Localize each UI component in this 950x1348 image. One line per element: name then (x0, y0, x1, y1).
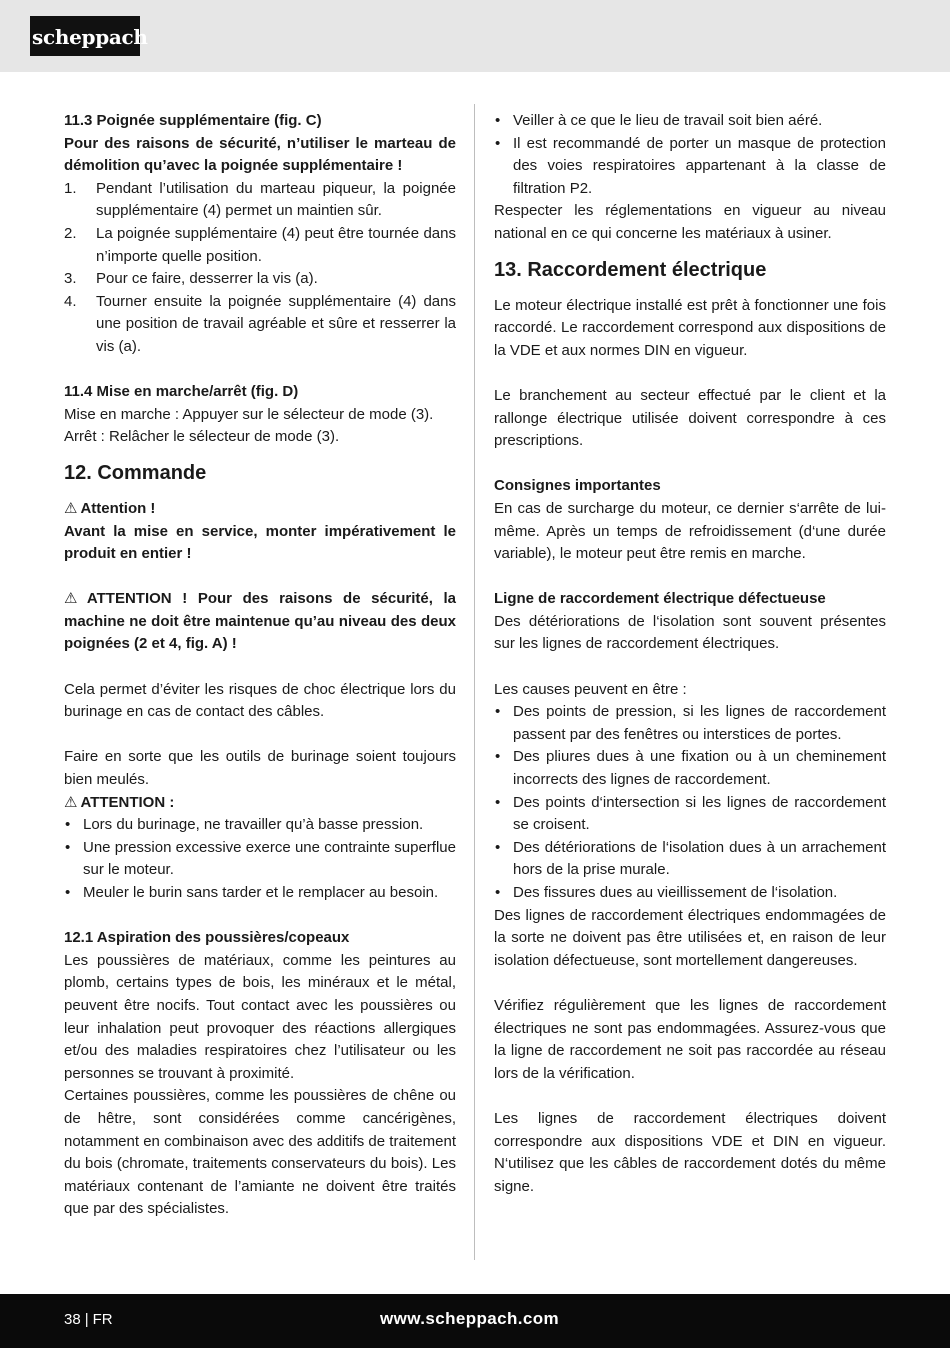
section-11-4-on: Mise en marche : Appuyer sur le sélecteur de mode (3). (64, 405, 434, 423)
ventilation-bullets (494, 110, 886, 200)
section-12-paragraph-2: Faire en sorte que les outils de burinage soient toujours bien meulés. (64, 748, 456, 789)
list-item: • Des fissures dues au vieillissement de l‘isolation. (495, 884, 838, 901)
attention-label-3: ⚠ ATTENTION : (64, 793, 175, 811)
section-13-title: 13. Raccordement électrique (494, 258, 767, 281)
regulations-paragraph: Respecter les réglementations en vigueur au niveau national en ce qui concerne les matériaux à usiner. (494, 202, 886, 242)
list-item: • Il est recommandé de porter un masque de protection des voies respiratoires appartenant à la classe de filtration P2. (495, 134, 886, 197)
list-item: • Veiller à ce que le lieu de travail soit bien aéré. (495, 112, 823, 129)
check-lines-paragraph: Vérifiez régulièrement que les lignes de raccordement électriques ne sont pas endommagées. Assurez-vous que la ligne de raccordement ne soit pas raccordée au réseau lors de la vérification. (494, 996, 886, 1082)
section-12-1-paragraph-1: Les poussières de matériaux, comme les peintures au plomb, certains types de bois, les minéraux et le métal, peuvent être nocifs. Tout contact avec les poussières ou leur inhalation peut provoquer des réactions allergiques et/ou des maladies respiratoires chez l’utilisateur ou les personnes se trouvant à proximité. (64, 951, 456, 1082)
causes-bullets (494, 701, 886, 904)
list-item: • Des points de pression, si les lignes de raccordement passent par des fenêtres ou interstices de portes. (495, 703, 886, 743)
left-column (64, 110, 456, 1221)
section-11-3-steps (64, 178, 456, 359)
language-code: FR (92, 1311, 113, 1328)
warning-icon: ⚠ (64, 499, 78, 517)
section-11-4-title: 11.4 Mise en marche/arrêt (fig. D) (64, 383, 299, 401)
section-11-4-off: Arrêt : Relâcher le sélecteur de mode (3). (64, 428, 340, 446)
ligne-text: Des détériorations de l‘isolation sont souvent présentes sur les lignes de raccordement électriques. (494, 612, 886, 653)
attention-label-1: ⚠ Attention ! (64, 499, 156, 517)
damaged-lines-paragraph: Des lignes de raccordement électriques endommagées de la sorte ne doivent pas être utilisées et, en raison de leur isolation défectueuse, sont mortellement dangereuses. (494, 906, 886, 969)
causes-intro: Les causes peuvent en être : (494, 680, 687, 698)
consignes-title: Consignes importantes (494, 477, 661, 495)
warning-icon: ⚠ (64, 793, 78, 811)
list-item: • Des pliures dues à une fixation ou à un cheminement incorrects des lignes de raccordement. (495, 748, 886, 789)
list-item: • Lors du burinage, ne travailler qu’à basse pression. (65, 816, 424, 834)
column-divider (474, 104, 475, 1260)
section-12-1-paragraph-2: Certaines poussières, comme les poussières de chêne ou de hêtre, sont considérées comme cancérigènes, notamment en combinaison avec des additifs de traitement du bois (chromate, traitements conservateurs du bois). Les matériaux contenant de l’amiante ne doivent être traités que par des spécialistes. (64, 1087, 456, 1218)
section-12-1-title: 12.1 Aspiration des poussières/copeaux (64, 929, 350, 947)
list-item: • Des points d‘intersection si les lignes de raccordement se croisent. (495, 793, 886, 834)
right-column (494, 110, 886, 1198)
attention-text-2: ⚠ ATTENTION ! Pour des raisons de sécurité, la machine ne doit être maintenue qu’au niveau des deux poignées (2 et 4, fig. A) ! (64, 590, 457, 653)
website-link[interactable]: www.scheppach.com (380, 1309, 560, 1328)
list-item: 1. Pendant l’utilisation du marteau piqueur, la poignée supplémentaire (4) permet un maintien sûr. (64, 179, 456, 220)
page-header (0, 0, 950, 72)
list-item: • Des détériorations de l‘isolation dues à un arrachement hors de la prise murale. (495, 838, 886, 879)
list-item: • Meuler le burin sans tarder et le remplacer au besoin. (65, 884, 439, 901)
section-12-title: 12. Commande (64, 461, 207, 484)
section-12-paragraph-1: Cela permet d’éviter les risques de choc électrique lors du burinage en cas de contact des câbles. (64, 680, 456, 721)
section-13-paragraph-1: Le moteur électrique installé est prêt à fonctionner une fois raccordé. Le raccordement correspond aux dispositions de la VDE et aux normes DIN en vigueur. (494, 296, 886, 359)
ligne-title: Ligne de raccordement électrique défectueuse (494, 590, 826, 608)
attention-text-1: Avant la mise en service, monter impérativement le produit en entier ! (64, 522, 456, 563)
list-item: 2. La poignée supplémentaire (4) peut être tournée dans n’importe quelle position. (64, 224, 456, 265)
warning-icon: ⚠ (64, 590, 84, 608)
comply-lines-paragraph: Les lignes de raccordement électriques doivent correspondre aux dispositions VDE et DIN en vigueur. N‘utilisez que les câbles de raccordement dotés du même signe. (494, 1109, 886, 1195)
scheppach-logo: scheppach (30, 16, 140, 56)
section-12-bullets (64, 814, 456, 904)
list-item: 4. Tourner ensuite la poignée supplémentaire (4) dans une position de travail agréable et sûre et resserrer la vis (a). (64, 292, 456, 355)
section-13-paragraph-2: Le branchement au secteur effectué par le client et la rallonge électrique utilisée doivent correspondre à ces prescriptions. (494, 386, 886, 450)
section-11-3-warning: Pour des raisons de sécurité, n’utiliser le marteau de démolition qu’avec la poignée supplémentaire ! (64, 134, 456, 175)
section-11-3-title: 11.3 Poignée supplémentaire (fig. C) (64, 112, 322, 129)
page-footer (0, 1294, 950, 1348)
consignes-text: En cas de surcharge du moteur, ce dernier s‘arrête de lui-même. Après un temps de refroidissement (d‘une durée variable), le moteur peut être remis en marche. (494, 499, 886, 563)
list-item: • Une pression excessive exerce une contrainte superflue sur le moteur. (65, 838, 456, 879)
page-number: 38 | FR (64, 1311, 113, 1328)
list-item: 3. Pour ce faire, desserrer la vis (a). (64, 270, 318, 288)
